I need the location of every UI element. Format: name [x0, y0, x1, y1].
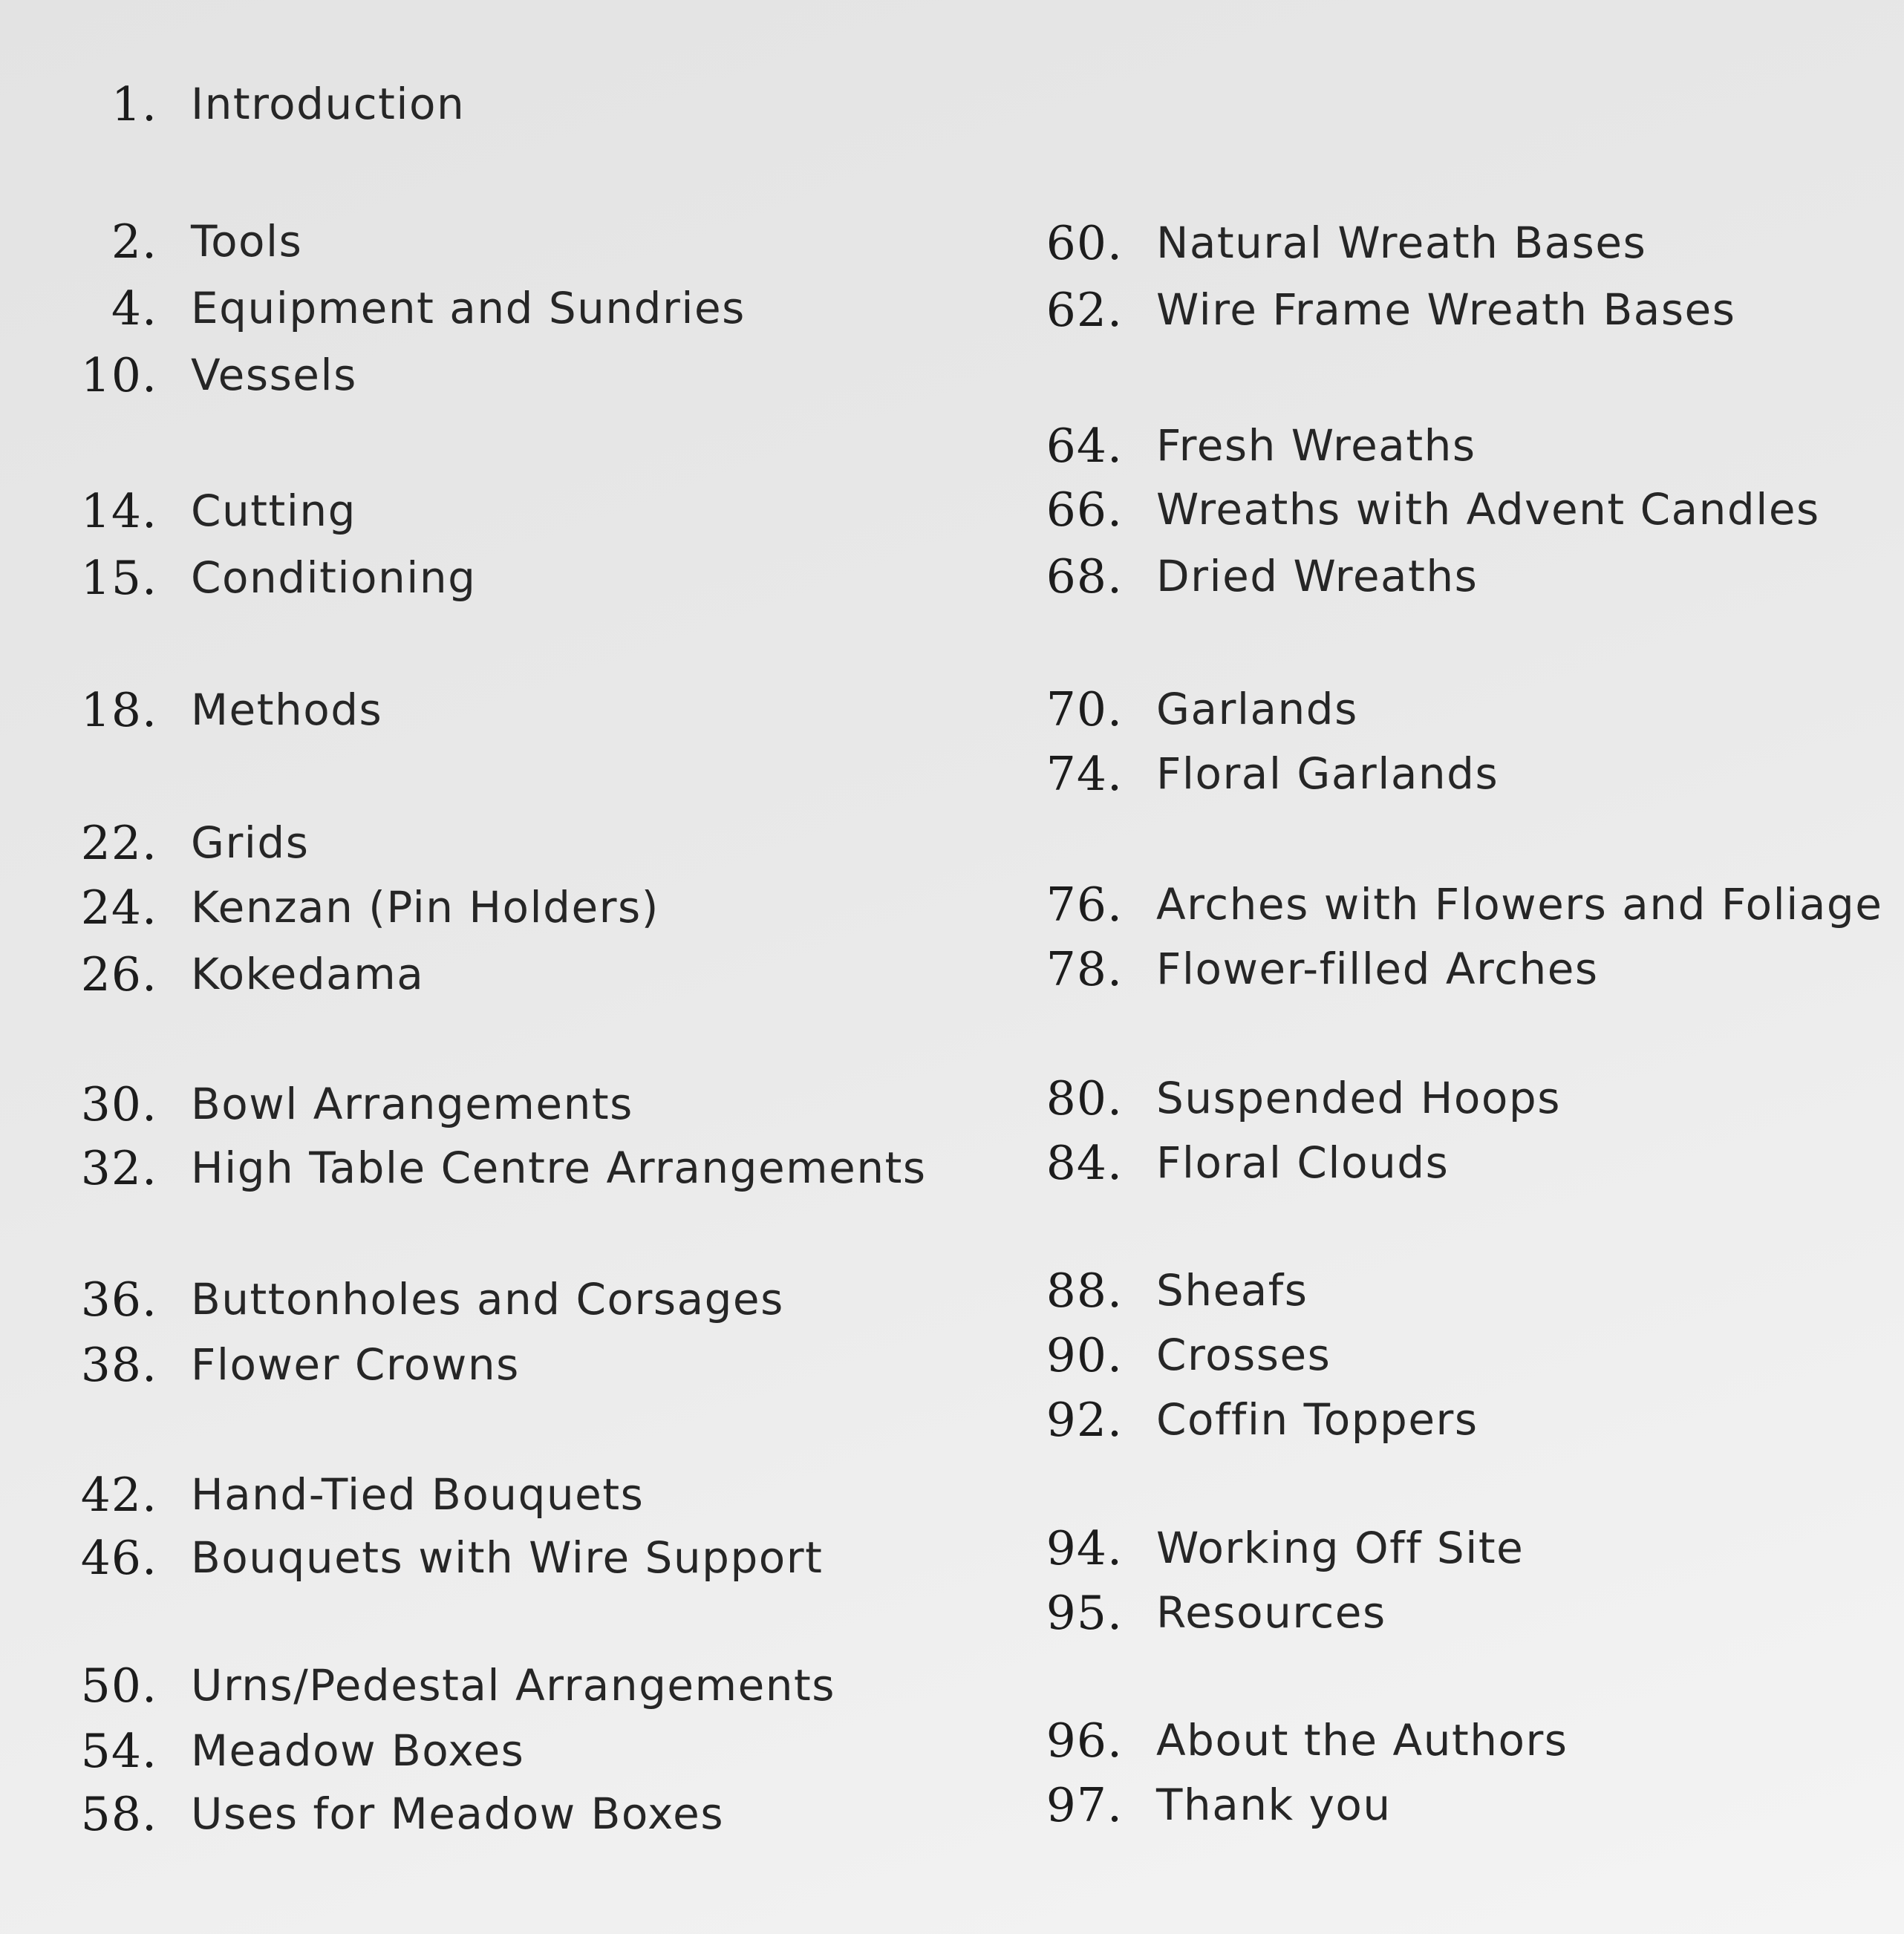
toc-entry [1004, 280, 1735, 339]
toc-entry [39, 481, 356, 540]
chapter-title: Introduction [191, 79, 466, 129]
chapter-title: High Table Centre Arrangements [191, 1143, 927, 1193]
page-number: 66. [1046, 482, 1123, 537]
page-number: 22. [80, 815, 157, 870]
chapter-title: Sheafs [1156, 1265, 1308, 1316]
chapter-title: Hand-Tied Bouquets [191, 1469, 645, 1520]
page-number: 30. [80, 1077, 157, 1131]
toc-entry [1004, 1133, 1449, 1192]
toc-entry [39, 1138, 927, 1198]
toc-entry [1004, 1325, 1331, 1385]
chapter-title: About the Authors [1156, 1715, 1568, 1765]
chapter-title: Natural Wreath Bases [1156, 218, 1647, 268]
page-number: 54. [80, 1723, 157, 1778]
chapter-title: Flower Crowns [191, 1339, 520, 1390]
toc-entry [39, 1721, 524, 1780]
chapter-title: Wreaths with Advent Candles [1156, 484, 1820, 535]
toc-entry [1004, 1390, 1478, 1449]
toc-entry [39, 1528, 823, 1587]
page-number: 32. [80, 1140, 157, 1195]
toc-entry [39, 680, 382, 739]
chapter-title: Fresh Wreaths [1156, 420, 1476, 471]
chapter-title: Crosses [1156, 1330, 1331, 1380]
toc-entry [39, 278, 746, 338]
chapter-title: Coffin Toppers [1156, 1394, 1478, 1445]
toc-entry [1004, 213, 1646, 272]
chapter-title: Thank you [1156, 1780, 1392, 1830]
page-number: 64. [1046, 418, 1123, 473]
toc-entry [1004, 1068, 1561, 1128]
toc-entry [1004, 546, 1478, 606]
page-number: 60. [1046, 215, 1123, 270]
toc-entry [39, 944, 424, 1004]
page-number: 26. [80, 947, 157, 1002]
page-number: 76. [1046, 877, 1123, 932]
chapter-title: Floral Clouds [1156, 1137, 1450, 1188]
chapter-title: Conditioning [191, 552, 477, 603]
toc-entry [39, 1074, 633, 1134]
toc-entry [1004, 1775, 1392, 1835]
chapter-title: Tools [191, 216, 303, 267]
toc-entry [39, 212, 302, 271]
chapter-title: Flower-filled Arches [1156, 944, 1599, 994]
page-number: 42. [80, 1467, 157, 1522]
page-number: 84. [1046, 1135, 1123, 1190]
toc-entry [39, 1656, 835, 1715]
toc-entry [39, 1270, 784, 1329]
chapter-title: Cutting [191, 486, 356, 536]
chapter-title: Dried Wreaths [1156, 551, 1478, 601]
page-number: 80. [1046, 1071, 1123, 1126]
toc-entry [1004, 1518, 1524, 1578]
page-number: 1. [111, 76, 157, 131]
page-number: 14. [80, 483, 157, 538]
chapter-title: Vessels [191, 350, 357, 400]
toc-entry [1004, 1711, 1568, 1770]
chapter-title: Bouquets with Wire Support [191, 1532, 824, 1583]
chapter-title: Uses for Meadow Boxes [191, 1788, 725, 1839]
toc-entry [39, 345, 357, 405]
page-number: 18. [80, 682, 157, 737]
toc-entry [39, 1784, 724, 1843]
page-number: 88. [1046, 1263, 1123, 1318]
page-number: 46. [80, 1530, 157, 1585]
page-number: 15. [80, 550, 157, 605]
chapter-title: Arches with Flowers and Foliage [1156, 879, 1883, 930]
page-number: 96. [1046, 1713, 1123, 1768]
page-number: 58. [80, 1786, 157, 1841]
toc-entry [1004, 939, 1599, 999]
chapter-title: Bowl Arrangements [191, 1079, 633, 1129]
page-number: 94. [1046, 1520, 1123, 1575]
toc-entry [1004, 679, 1358, 739]
chapter-title: Grids [191, 817, 310, 868]
toc-entry [39, 1335, 520, 1394]
chapter-title: Meadow Boxes [191, 1725, 525, 1776]
chapter-title: Garlands [1156, 684, 1358, 734]
page-number: 10. [80, 347, 157, 402]
chapter-title: Resources [1156, 1587, 1386, 1638]
chapter-title: Buttonholes and Corsages [191, 1274, 784, 1324]
page-number: 95. [1046, 1585, 1123, 1640]
toc-entry [1004, 1261, 1308, 1320]
chapter-title: Equipment and Sundries [191, 283, 746, 333]
toc-entry [1004, 416, 1476, 475]
page-number: 92. [1046, 1392, 1123, 1447]
chapter-title: Kenzan (Pin Holders) [191, 882, 659, 932]
toc-entry [39, 813, 309, 872]
page-number: 70. [1046, 682, 1123, 736]
chapter-title: Urns/Pedestal Arrangements [191, 1660, 835, 1711]
page-number: 97. [1046, 1777, 1123, 1832]
page-number: 24. [80, 880, 157, 935]
toc-entry [1004, 875, 1882, 934]
page-number: 78. [1046, 941, 1123, 996]
page-number: 36. [80, 1272, 157, 1327]
chapter-title: Wire Frame Wreath Bases [1156, 284, 1736, 335]
chapter-title: Suspended Hoops [1156, 1073, 1561, 1123]
page-number: 2. [111, 214, 157, 269]
page-number: 38. [80, 1337, 157, 1392]
page-number: 90. [1046, 1327, 1123, 1382]
page-number: 62. [1046, 282, 1123, 337]
chapter-title: Methods [191, 685, 383, 735]
toc-entry [1004, 1583, 1386, 1642]
toc-entry [39, 1465, 644, 1524]
page-number: 4. [111, 281, 157, 336]
toc-entry [39, 74, 465, 134]
page-number: 50. [80, 1658, 157, 1713]
chapter-title: Floral Garlands [1156, 748, 1499, 799]
chapter-title: Kokedama [191, 949, 425, 999]
page-number: 74. [1046, 746, 1123, 801]
toc-entry [39, 548, 476, 607]
toc-entry [1004, 480, 1820, 539]
page-number: 68. [1046, 549, 1123, 604]
toc-entry [39, 878, 659, 937]
toc-entry [1004, 744, 1499, 803]
chapter-title: Working Off Site [1156, 1523, 1525, 1573]
